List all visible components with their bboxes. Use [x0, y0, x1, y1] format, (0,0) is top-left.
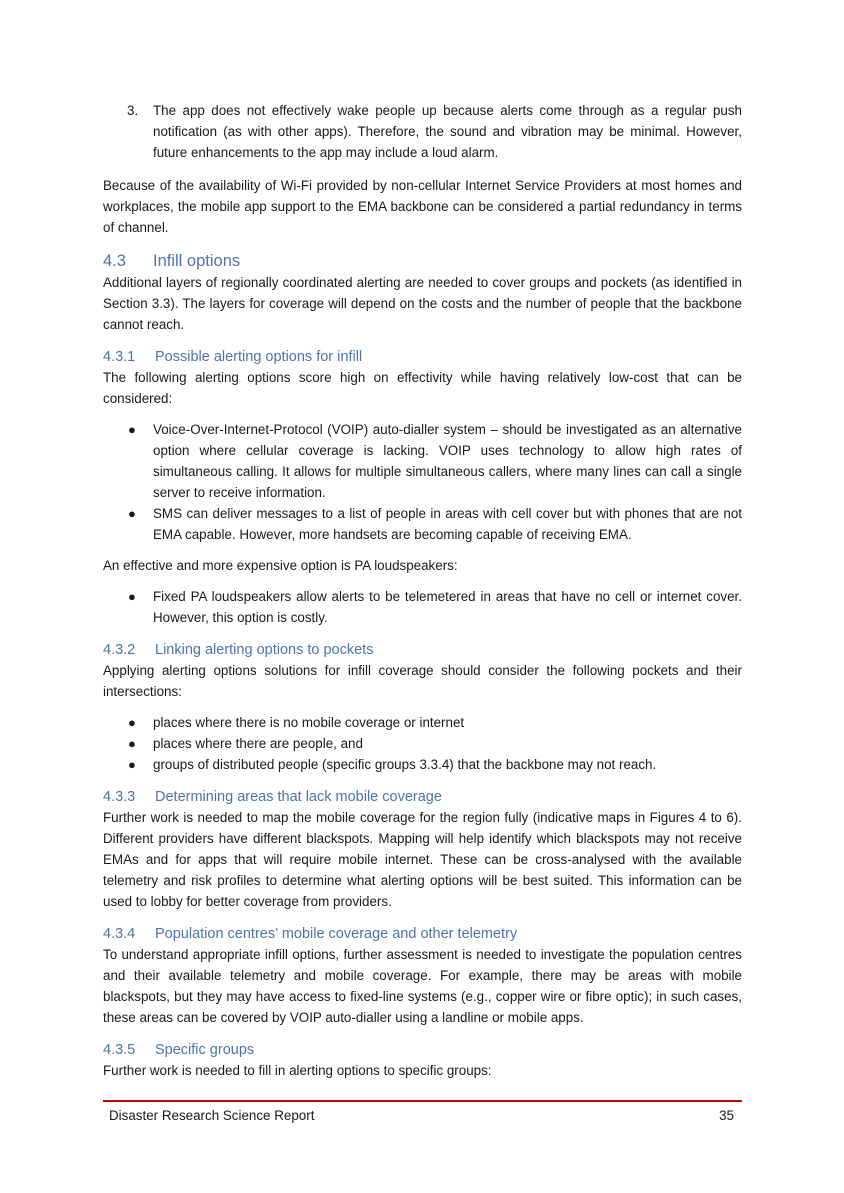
page-number: 35: [719, 1108, 734, 1123]
paragraph-4-3-1: The following alerting options score high on effectivity while having relatively low-cost that can be considered:: [103, 370, 742, 406]
heading-title: Population centres’ mobile coverage and other telemetry: [155, 926, 518, 942]
heading-4-3-2: [103, 640, 742, 660]
paragraph-4-3-5: Further work is needed to fill in alerting options to specific groups:: [103, 1063, 492, 1078]
heading-number: 4.3.4: [103, 926, 136, 942]
list-item-text: Fixed PA loudspeakers allow alerts to be telemetered in areas that have no cell or internet cover. However, this option is costly.: [153, 589, 742, 625]
heading-number: 4.3: [103, 252, 126, 270]
paragraph-4-3-4: To understand appropriate infill options, further assessment is needed to investigate the population centres and their available telemetry and mobile coverage. For example, there may be areas with mobile blackspots, but they may have access to fixed-line systems (e.g., copper wire or fibre optic); in such cases, these areas can be covered by VOIP auto-dialler using a landline or mobile apps.: [103, 947, 742, 1025]
paragraph-wifi: Because of the availability of Wi-Fi provided by non-cellular Internet Service Providers at most homes and workplaces, the mobile app support to the EMA backbone can be considered a partial redundancy in terms of channel.: [103, 178, 742, 235]
heading-title: Linking alerting options to pockets: [155, 642, 374, 658]
list-item: [103, 100, 742, 163]
list-item: [103, 733, 742, 754]
heading-4-3-3: [103, 787, 742, 807]
list-item-text: SMS can deliver messages to a list of people in areas with cell cover but with phones that are not EMA capable. However, more handsets are becoming capable of receiving EMA.: [153, 506, 742, 542]
page-content: [103, 100, 742, 1081]
bullet-icon: ●: [128, 715, 136, 730]
list-item: [103, 586, 742, 628]
list-item: [103, 419, 742, 503]
heading-title: Possible alerting options for infill: [155, 349, 363, 365]
bullet-icon: ●: [128, 422, 136, 437]
page-footer: [103, 1100, 742, 1123]
heading-4-3: [103, 250, 742, 272]
bullet-list: [103, 586, 742, 628]
list-item: [103, 503, 742, 545]
list-item: [103, 754, 742, 775]
paragraph-4-3: Additional layers of regionally coordinated alerting are needed to cover groups and pockets (as identified in Section 3.3). The layers for coverage will depend on the costs and the number of people that the backbone cannot reach.: [103, 275, 742, 332]
list-item-text: The app does not effectively wake people up because alerts come through as a regular push notification (as with other apps). Therefore, the sound and vibration may be minimal. However, future enhancements to the app may include a loud alarm.: [153, 103, 742, 160]
heading-number: 4.3.5: [103, 1042, 136, 1058]
heading-title: Specific groups: [155, 1042, 255, 1058]
bullet-icon: ●: [128, 757, 136, 772]
bullet-icon: ●: [128, 589, 136, 604]
bullet-list: [103, 419, 742, 545]
numbered-list: [103, 100, 742, 163]
heading-title: Determining areas that lack mobile coverage: [155, 789, 442, 805]
heading-number: 4.3.2: [103, 642, 136, 658]
heading-4-3-1: [103, 347, 742, 367]
paragraph-4-3-2: Applying alerting options solutions for infill coverage should consider the following pockets and their intersections:: [103, 663, 742, 699]
list-number: 3.: [127, 103, 139, 118]
bullet-icon: ●: [128, 506, 136, 521]
list-item-text: places where there are people, and: [153, 736, 363, 751]
list-item-text: places where there is no mobile coverage or internet: [153, 715, 465, 730]
list-item: [103, 712, 742, 733]
heading-title: Infill options: [153, 252, 241, 270]
bullet-list: [103, 712, 742, 775]
bullet-icon: ●: [128, 736, 136, 751]
footer-title: Disaster Research Science Report: [109, 1108, 315, 1123]
list-item-text: groups of distributed people (specific groups 3.3.4) that the backbone may not reach.: [153, 757, 657, 772]
heading-4-3-5: [103, 1040, 742, 1060]
paragraph-4-3-3: Further work is needed to map the mobile coverage for the region fully (indicative maps in Figures 4 to 6). Different providers have different blackspots. Mapping will help identify which blackspots may not receive EMAs and for apps that will require mobile internet. These can be cross-analysed with the available telemetry and risk profiles to determine what alerting options will be best suited. This information can be used to lobby for better coverage from providers.: [103, 810, 742, 909]
heading-4-3-4: [103, 924, 742, 944]
paragraph-4-3-1-b: An effective and more expensive option is PA loudspeakers:: [103, 558, 458, 573]
heading-number: 4.3.1: [103, 349, 136, 365]
list-item-text: Voice-Over-Internet-Protocol (VOIP) auto-dialler system – should be investigated as an alternative option where cellular coverage is lacking. VOIP uses technology to allow high rates of simultaneous calling. It allows for multiple simultaneous callers, where many lines can call a single server to receive information.: [153, 422, 742, 500]
heading-number: 4.3.3: [103, 789, 136, 805]
